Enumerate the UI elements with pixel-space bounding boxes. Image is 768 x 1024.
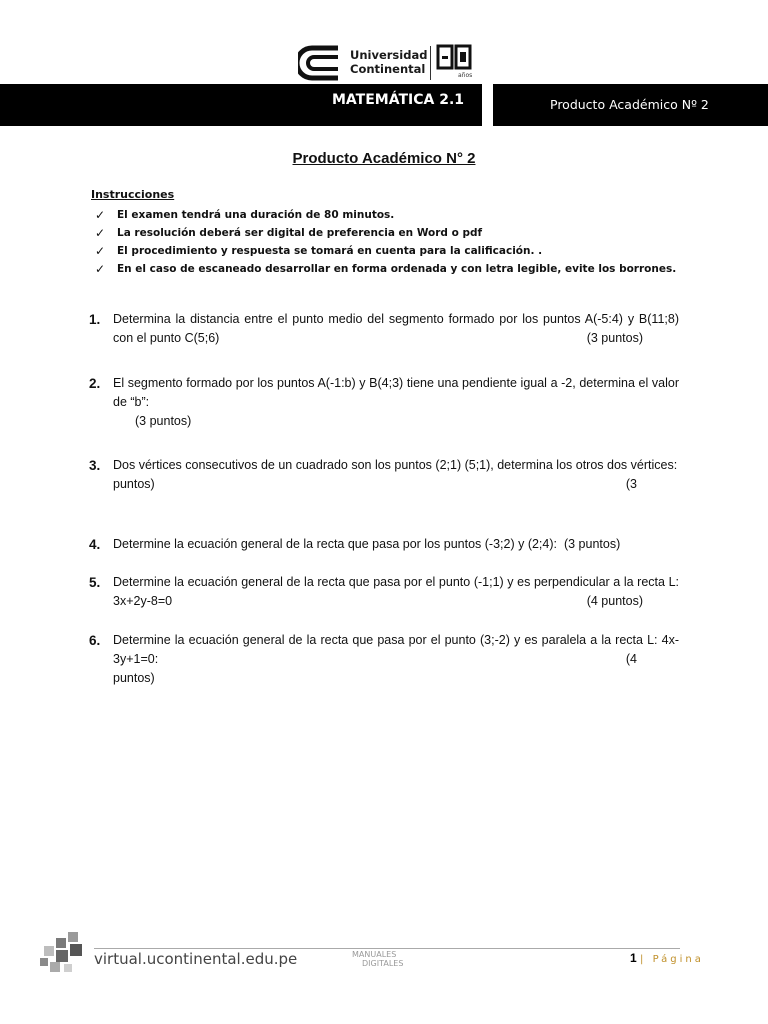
header-course-bar <box>0 84 482 126</box>
checkmark-icon: ✓ <box>95 262 106 276</box>
page-indicator <box>630 951 704 965</box>
question-text: Determine la ecuación general de la recta que pasa por el punto (-1;1) y es perpendicular a la recta L: 3x+2y-8=0 <box>113 575 679 608</box>
instruction-item <box>95 206 676 224</box>
logo-divider <box>430 46 431 80</box>
page-number: 1 <box>630 951 637 965</box>
question-points: (4 puntos) <box>586 594 643 608</box>
manuales-line2: DIGITALES <box>362 959 404 968</box>
checkmark-icon: ✓ <box>95 208 106 222</box>
question-number: 6. <box>89 633 101 648</box>
svg-text:años: años <box>458 72 473 79</box>
question-points: (3 puntos) <box>586 331 643 345</box>
instructions-heading: Instrucciones <box>91 188 175 201</box>
question-text: Determine la ecuación general de la recta que pasa por los puntos (-3;2) y (2;4): <box>113 537 557 551</box>
university-name-line2: Continental <box>350 62 426 76</box>
question-text: Determine la ecuación general de la recta que pasa por el punto (3;-2) y es paralela a la recta L: 4x-3y+1=0: <box>113 633 679 666</box>
question-number: 1. <box>89 312 101 327</box>
question-text: Determina la distancia entre el punto medio del segmento formado por los puntos A(-5:4) y B(11;8) con el punto C(5;6) <box>113 312 679 345</box>
question-number: 5. <box>89 575 101 590</box>
anniversary-badge-icon <box>436 44 474 80</box>
footer-rule <box>94 948 680 949</box>
instruction-text: En el caso de escaneado desarrollar en forma ordenada y con letra legible, evite los borrones. <box>117 263 677 275</box>
university-logo-icon <box>298 44 342 82</box>
manuales-digitales-logo <box>352 950 403 968</box>
question-text: El segmento formado por los puntos A(-1:b) y B(4;3) tiene una pendiente igual a -2, determina el valor de “b”: <box>113 376 679 409</box>
instruction-text: El procedimiento y respuesta se tomará en cuenta para la calificación. . <box>117 245 543 257</box>
footer-url: virtual.ucontinental.edu.pe <box>94 950 298 968</box>
question-4 <box>89 535 679 554</box>
question-2 <box>89 374 679 431</box>
instruction-text: El examen tendrá una duración de 80 minutos. <box>117 209 395 221</box>
question-points-continued: puntos) <box>113 671 155 685</box>
instructions-list <box>95 206 676 278</box>
instruction-item <box>95 260 676 278</box>
virtual-pixel-logo-icon <box>38 930 92 976</box>
header-product-bar <box>493 84 768 126</box>
question-5 <box>89 573 679 611</box>
instruction-item <box>95 224 676 242</box>
question-number: 4. <box>89 537 101 552</box>
page-label: | Página <box>640 954 704 965</box>
product-label: Producto Académico Nº 2 <box>550 97 709 112</box>
question-points-continued: puntos) <box>113 477 155 491</box>
question-points: (3 puntos) <box>135 414 192 428</box>
checkmark-icon: ✓ <box>95 244 106 258</box>
question-3 <box>89 456 679 494</box>
question-points: (3 puntos) <box>563 537 621 551</box>
university-name-line1: Universidad <box>350 48 428 62</box>
document-title: Producto Académico N° 2 <box>292 150 476 167</box>
question-points: (3 <box>625 477 637 491</box>
question-number: 2. <box>89 376 101 391</box>
question-text: Dos vértices consecutivos de un cuadrado son los puntos (2;1) (5;1), determina los otros dos vértices: <box>113 458 678 472</box>
manuales-line1: MANUALES <box>352 950 397 959</box>
instruction-text: La resolución deberá ser digital de preferencia en Word o pdf <box>117 227 483 239</box>
question-number: 3. <box>89 458 101 473</box>
question-1 <box>89 310 679 348</box>
instruction-item <box>95 242 676 260</box>
question-points: (4 <box>625 652 637 666</box>
question-6 <box>89 631 679 688</box>
checkmark-icon: ✓ <box>95 226 106 240</box>
course-title: MATEMÁTICA 2.1 <box>331 92 464 108</box>
university-name <box>350 48 427 76</box>
